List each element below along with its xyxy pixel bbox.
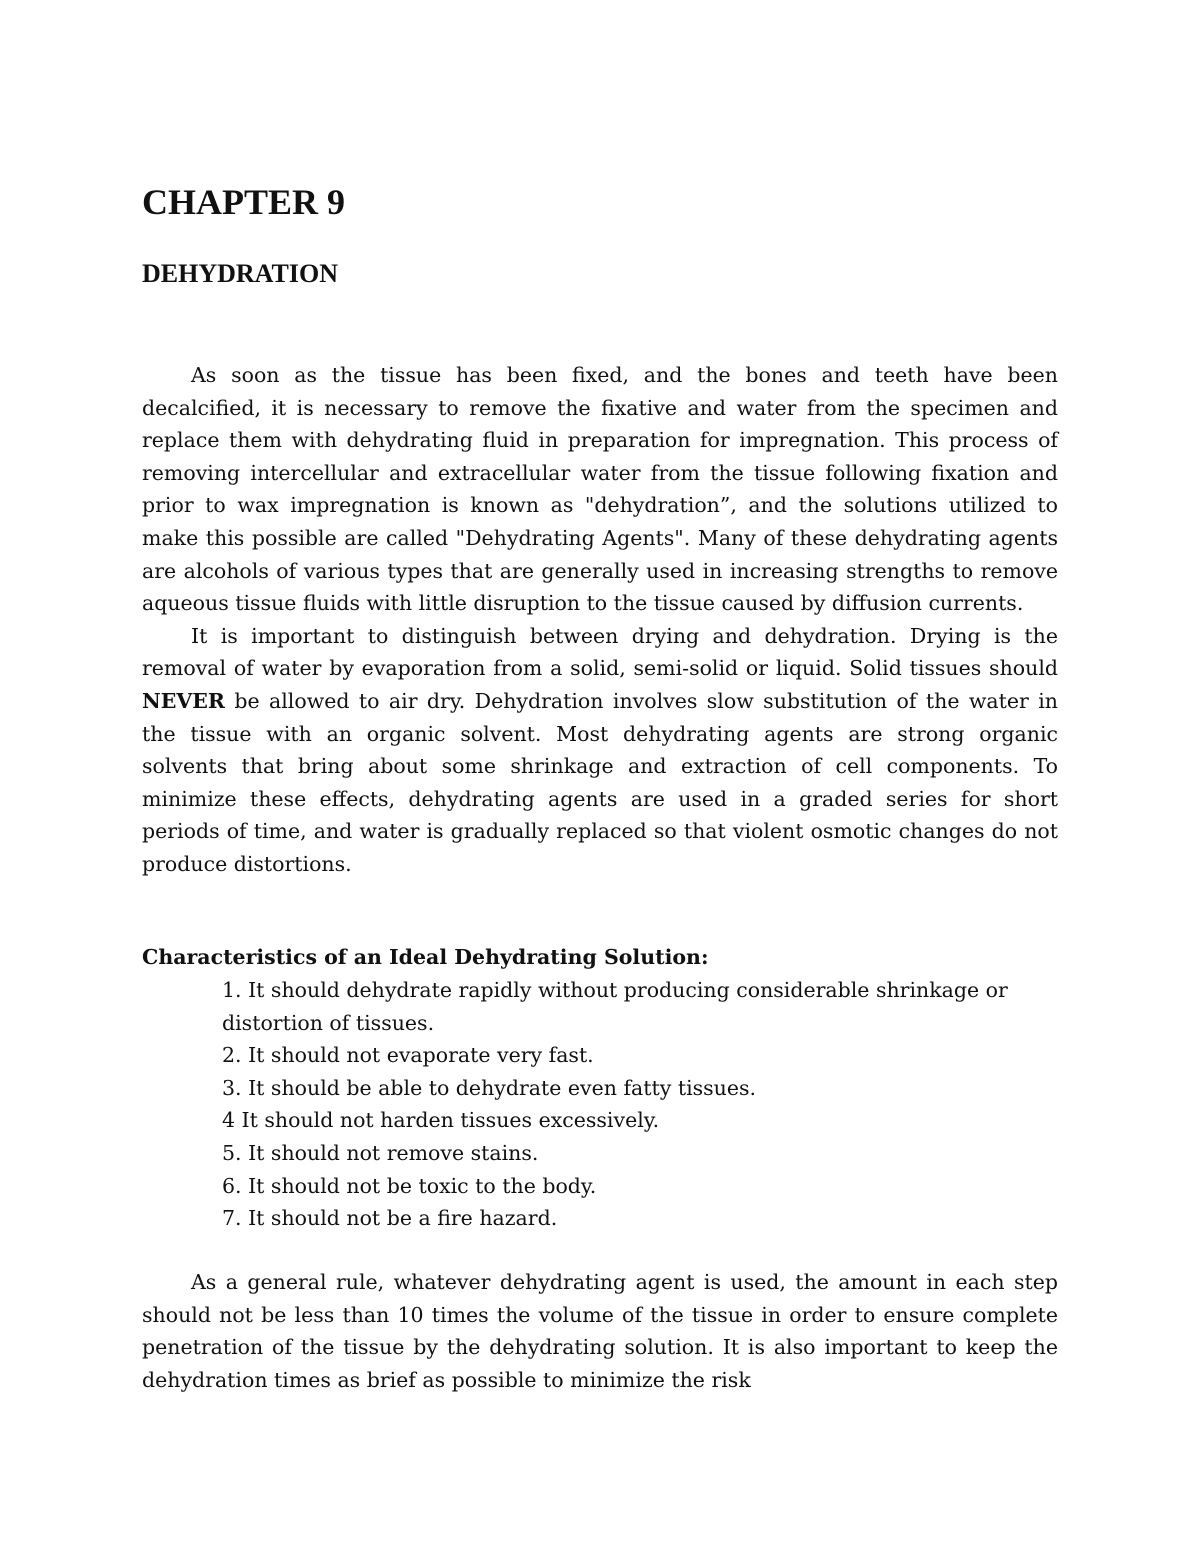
- list-item: 5. It should not remove stains.: [222, 1140, 539, 1165]
- intro-paragraph-2-start: It is important to distinguish between drying and dehydration. Drying is the removal of water by evaporation from a solid, semi-solid or liquid. Solid tissues should: [142, 623, 1058, 681]
- intro-section: [142, 359, 1058, 881]
- intro-paragraph-2: [142, 620, 1058, 881]
- list-item: 4 It should not harden tissues excessively.: [222, 1108, 660, 1133]
- general-rule-paragraph: As a general rule, whatever dehydrating agent is used, the amount in each step should not be less than 10 times the volume of the tissue in order to ensure complete penetration of the tissue by the dehydrating solution. It is also important to keep the dehydration times as brief as possible to minimize the risk: [142, 1270, 1058, 1392]
- list-item: 1. It should dehydrate rapidly without producing considerable shrinkage or distortion of tissues.: [222, 978, 1008, 1035]
- intro-paragraph-1: As soon as the tissue has been fixed, and the bones and teeth have been decalcified, it is necessary to remove the fixative and water from the specimen and replace them with dehydrating fluid in preparation for impregnation. This process of removing intercellular and extracellular water from the tissue following fixation and prior to wax impregnation is known as "dehydration”, and the solutions utilized to make this possible are called "Dehydrating Agents". Many of these dehydrating agents are alcohols of various types that are generally used in increasing strengths to remove aqueous tissue fluids with little disruption to the tissue caused by diffusion currents.: [142, 363, 1058, 616]
- characteristics-list: [222, 974, 1058, 1235]
- list-item: 6. It should not be toxic to the body.: [222, 1173, 597, 1198]
- general-rule-section: [142, 1266, 1058, 1396]
- intro-paragraph-2-end: be allowed to air dry. Dehydration involves slow substitution of the water in the tissue with an organic solvent. Most dehydrating agents are strong organic solvents that bring about some shrinkage and extraction of cell components. To minimize these effects, dehydrating agents are used in a graded series for short periods of time, and water is gradually replaced so that violent osmotic changes do not produce distortions.: [142, 688, 1058, 876]
- list-item: 7. It should not be a fire hazard.: [222, 1206, 558, 1231]
- list-item: 3. It should be able to dehydrate even fatty tissues.: [222, 1075, 757, 1100]
- chapter-number: CHAPTER 9: [142, 182, 346, 222]
- emphasis-never: NEVER: [142, 688, 225, 713]
- chapter-title: DEHYDRATION: [142, 259, 338, 288]
- list-item: 2. It should not evaporate very fast.: [222, 1043, 594, 1068]
- characteristics-heading: Characteristics of an Ideal Dehydrating Solution:: [142, 945, 709, 969]
